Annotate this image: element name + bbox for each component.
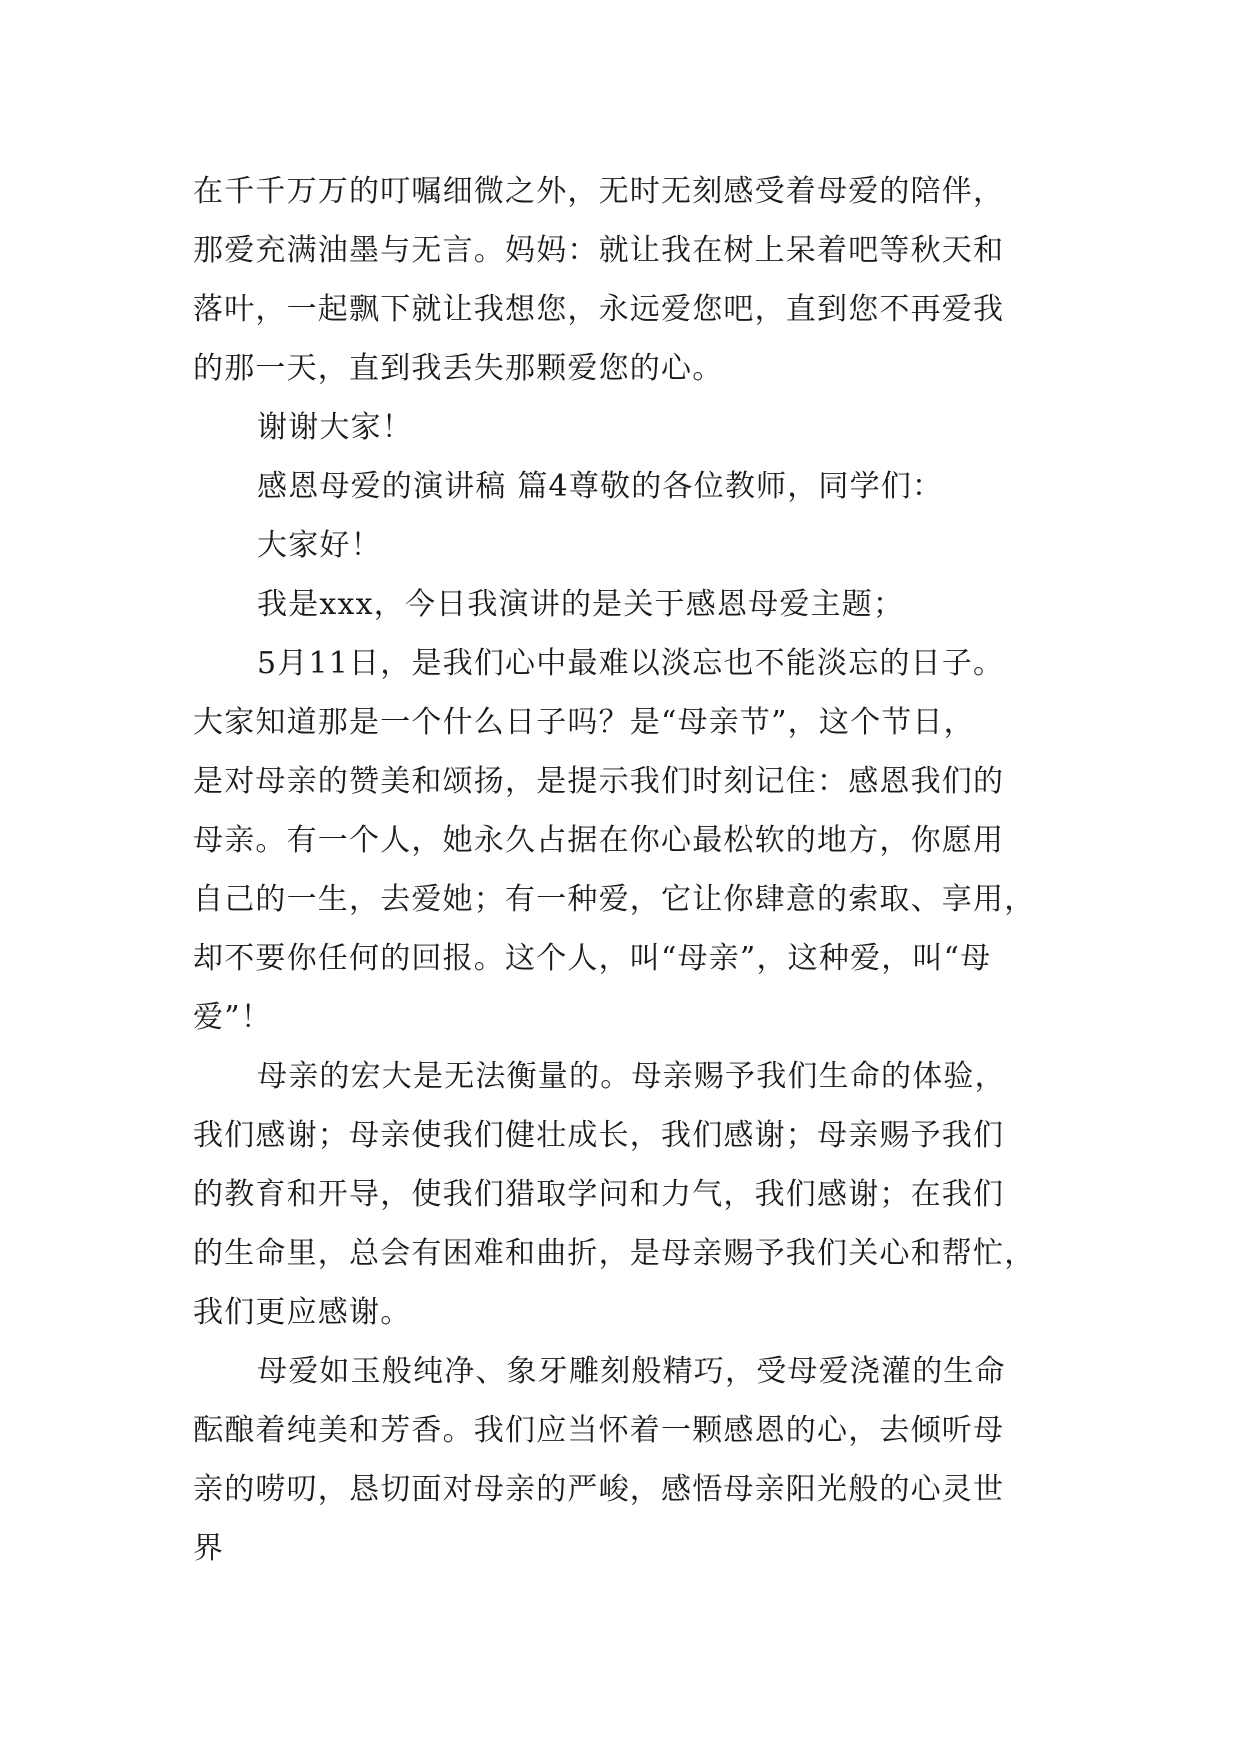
text-line: 的教育和开导，使我们猎取学问和力气，我们感谢；在我们 — [193, 1177, 1005, 1212]
text-line: 母亲的宏大是无法衡量的。母亲赐予我们生命的体验， — [257, 1059, 1006, 1094]
text-line: 在千千万万的叮嘱细微之外，无时无刻感受着母爱的陪伴， — [193, 174, 1005, 209]
text-line: 我是xxx，今日我演讲的是关于感恩母爱主题； — [257, 587, 905, 622]
section-heading-line: 感恩母爱的演讲稿 篇4尊敬的各位教师，同学们： — [257, 469, 944, 504]
text-line: 我们感谢；母亲使我们健壮成长，我们感谢；母亲赐予我们 — [193, 1118, 1005, 1153]
text-line: 却不要你任何的回报。这个人，叫“母亲”，这种爱，叫“母 — [193, 941, 992, 976]
text-line: 那爱充满油墨与无言。妈妈：就让我在树上呆着吧等秋天和 — [193, 233, 1005, 268]
greeting-line: 大家好！ — [257, 528, 382, 563]
text-line: 酝酿着纯美和芳香。我们应当怀着一颗感恩的心，去倾听母 — [193, 1413, 1005, 1448]
body-text — [193, 162, 1073, 1578]
text-line: 是对母亲的赞美和颂扬，是提示我们时刻记住：感恩我们的 — [193, 764, 1005, 799]
text-line: 爱”！ — [193, 1000, 272, 1035]
text-line: 母亲。有一个人，她永久占据在你心最松软的地方，你愿用 — [193, 823, 1005, 858]
text-line: 大家知道那是一个什么日子吗？是“母亲节”，这个节日， — [193, 705, 975, 740]
text-line: 我们更应感谢。 — [193, 1295, 412, 1330]
text-line: 落叶，一起飘下就让我想您，永远爱您吧，直到您不再爱我 — [193, 292, 1005, 327]
text-line: 母爱如玉般纯净、象牙雕刻般精巧，受母爱浇灌的生命 — [257, 1354, 1006, 1389]
text-line: 自己的一生，去爱她；有一种爱，它让你肆意的索取、享用， — [193, 882, 1036, 917]
thanks-line: 谢谢大家！ — [257, 410, 413, 445]
text-line: 界 — [193, 1531, 225, 1566]
text-line: 亲的唠叨，恳切面对母亲的严峻，感悟母亲阳光般的心灵世 — [193, 1472, 1005, 1507]
text-line: 的那一天，直到我丢失那颗爱您的心。 — [193, 351, 724, 386]
text-line: 的生命里，总会有困难和曲折，是母亲赐予我们关心和帮忙， — [193, 1236, 1036, 1271]
text-line: 5月11日，是我们心中最难以淡忘也不能淡忘的日子。 — [257, 646, 1005, 681]
